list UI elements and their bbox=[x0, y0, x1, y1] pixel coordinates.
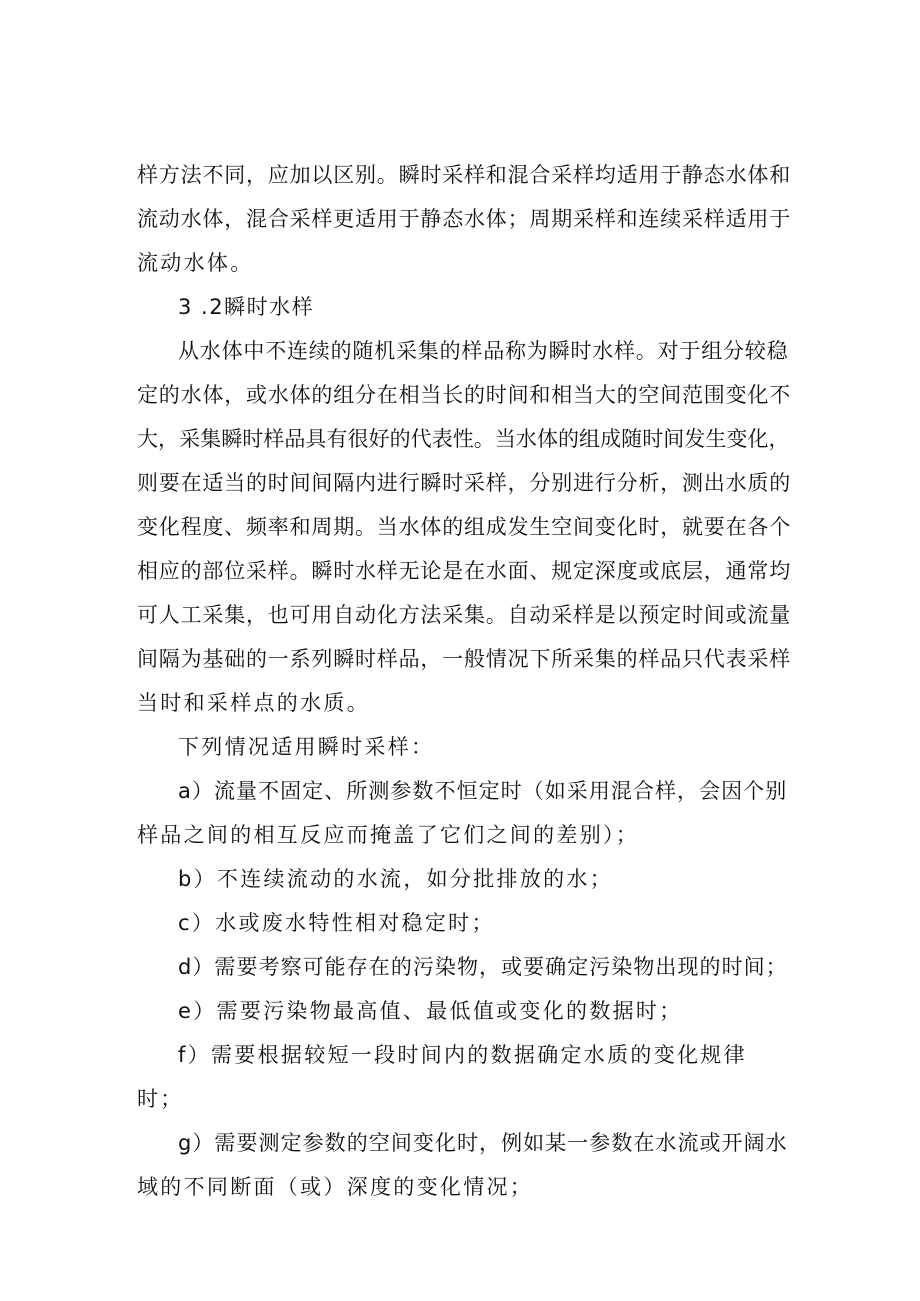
definition-line-3: 大，采集瞬时样品具有很好的代表性。当水体的组成随时间发生变化， bbox=[137, 427, 790, 451]
list-item-a-line-1: a）流量不固定、所测参数不恒定时（如采用混合样，会因个别 bbox=[178, 779, 788, 803]
definition-line-6: 相应的部位采样。瞬时水样无论是在水面、规定深度或底层，通常均 bbox=[137, 559, 791, 583]
definition-line-1: 从水体中不连续的随机采集的样品称为瞬时水样。对于组分较稳 bbox=[178, 339, 789, 363]
intro-line-3: 流动水体。 bbox=[137, 251, 254, 275]
definition-line-8: 间隔为基础的一系列瞬时样品，一般情况下所采集的样品只代表采样 bbox=[137, 647, 791, 671]
list-item-f-line-1: f）需要根据较短一段时间内的数据确定水质的变化规律 bbox=[178, 1043, 747, 1067]
definition-line-7: 可人工采集，也可用自动化方法采集。自动采样是以预定时间或流量 bbox=[137, 603, 791, 627]
list-intro: 下列情况适用瞬时采样： bbox=[178, 735, 435, 759]
list-item-g-line-2: 域的不同断面（或）深度的变化情况； bbox=[137, 1175, 534, 1199]
definition-line-5: 变化程度、频率和周期。当水体的组成发生空间变化时，就要在各个 bbox=[137, 515, 791, 539]
section-heading: 3 .2瞬时水样 bbox=[178, 295, 315, 319]
intro-line-1: 样方法不同，应加以区别。瞬时采样和混合采样均适用于静态水体和 bbox=[137, 163, 791, 187]
list-item-d: d）需要考察可能存在的污染物，或要确定污染物出现的时间； bbox=[178, 955, 788, 979]
definition-line-2: 定的水体，或水体的组分在相当长的时间和相当大的空间范围变化不 bbox=[137, 383, 791, 407]
intro-line-2: 流动水体，混合采样更适用于静态水体；周期采样和连续采样适用于 bbox=[137, 207, 791, 231]
list-item-a-line-2: 样品之间的相互反应而掩盖了它们之间的差别）； bbox=[137, 823, 640, 847]
list-item-g-line-1: g）需要测定参数的空间变化时，例如某一参数在水流或开阔水 bbox=[178, 1131, 788, 1155]
definition-line-4: 则要在适当的时间间隔内进行瞬时采样，分别进行分析，测出水质的 bbox=[137, 471, 791, 495]
list-item-c: c）水或废水特性相对稳定时； bbox=[178, 911, 495, 935]
definition-line-9: 当时和采样点的水质。 bbox=[137, 691, 370, 715]
list-item-f-line-2: 时； bbox=[137, 1087, 184, 1111]
list-item-b: b）不连续流动的水流，如分批排放的水； bbox=[178, 867, 614, 891]
list-item-e: e）需要污染物最高值、最低值或变化的数据时； bbox=[178, 999, 683, 1023]
